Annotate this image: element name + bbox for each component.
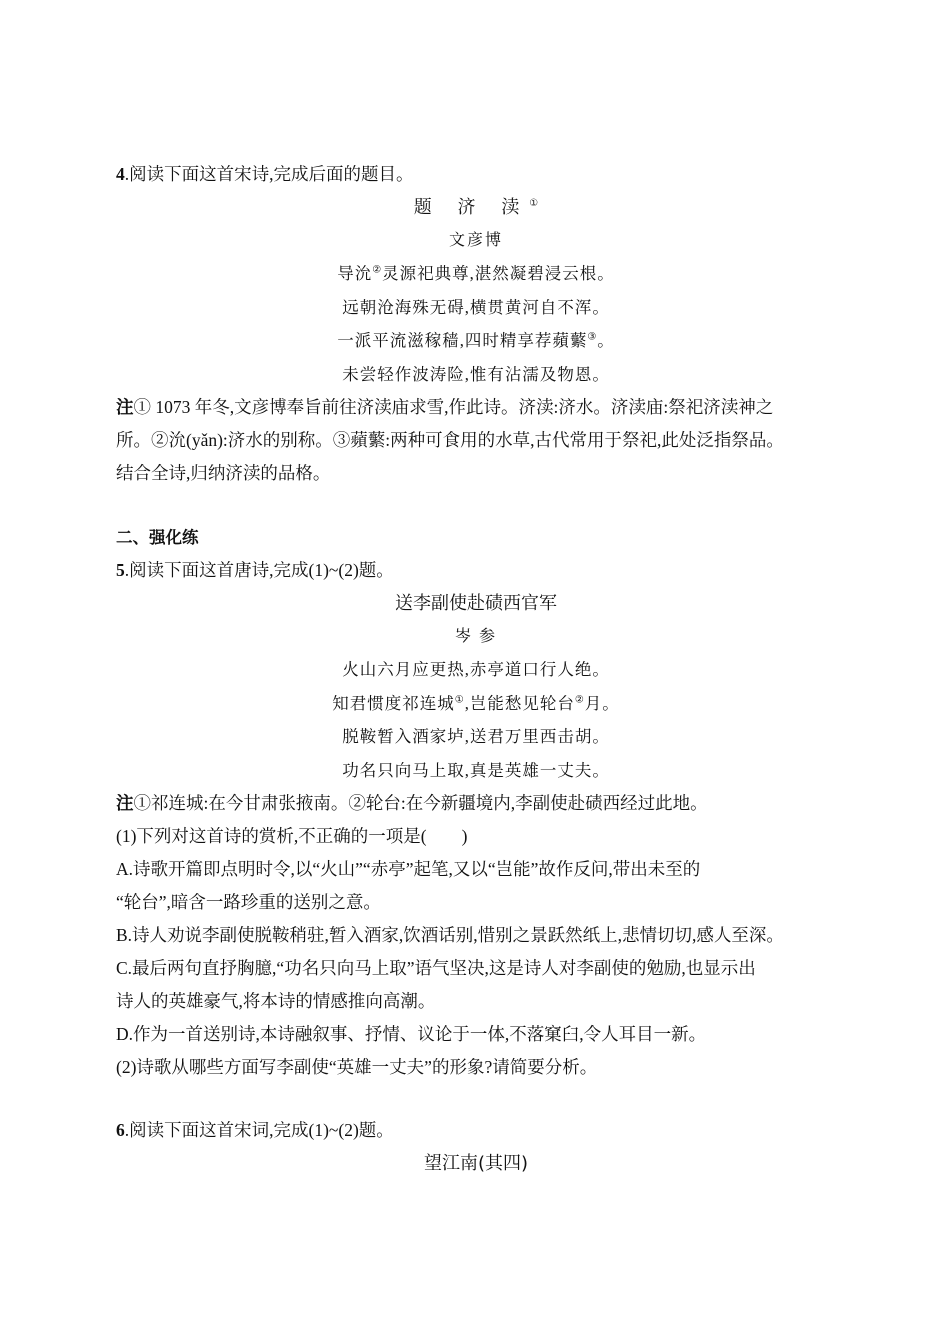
q6-number: 6 — [116, 1120, 125, 1140]
verse-text: ,岂能愁见轮台 — [464, 693, 575, 713]
q4-title-note-marker: ① — [529, 198, 539, 209]
q4-poem-line — [116, 291, 836, 325]
q5-sub-question-1: (1)下列对这首诗的赏析,不正确的一项是( ) — [116, 826, 468, 846]
q5-option-b: B.诗人劝说李副使脱鞍稍驻,暂入酒家,饮酒话别,惜别之景跃然纸上,悲情切切,感人至深。 — [116, 925, 784, 945]
q5-poem-line — [116, 653, 836, 687]
note-marker: ② — [372, 264, 383, 276]
q4-poem-line — [116, 324, 836, 358]
q4-poem-author: 文彦博 — [448, 232, 503, 249]
q5-poem-author: 岑 参 — [454, 628, 497, 645]
note-marker: ② — [574, 694, 585, 705]
q5-prompt — [116, 554, 836, 587]
q5-poem-title: 送李副使赴碛西官军 — [395, 593, 557, 614]
verse-text: 远朝沧海殊无碍,横贯黄河自不浑。 — [342, 297, 610, 317]
q5-poem-line — [116, 754, 836, 788]
q5-option-d: D.作为一首送别诗,本诗融叙事、抒情、议论于一体,不落窠臼,令人耳目一新。 — [116, 1024, 707, 1044]
q4-poem-line — [116, 257, 836, 291]
q5-poem-line — [116, 687, 836, 721]
verse-text: 导沇 — [337, 264, 373, 283]
q6-prompt — [116, 1114, 836, 1147]
spacer — [116, 1084, 836, 1114]
q5-note-label: 注 — [116, 793, 134, 813]
note-marker: ① — [454, 694, 465, 705]
verse-text: 火山六月应更热,赤亭道口行人绝。 — [342, 660, 610, 679]
verse-text: 。 — [597, 331, 615, 350]
spacer — [116, 490, 836, 521]
q6-prompt-text: .阅读下面这首宋词,完成(1)~(2)题。 — [124, 1120, 394, 1140]
q5-option-c: C.最后两句直抒胸臆,“功名只向马上取”语气坚决,这是诗人对李副使的勉励,也显示出 — [116, 958, 756, 978]
q4-poem-line — [116, 358, 836, 392]
q5-option-a-cont: “轮台”,暗含一路珍重的送别之意。 — [116, 892, 381, 912]
document-page — [116, 158, 836, 1181]
q4-note-label: 注 — [116, 397, 134, 417]
q4-note-text: ① 1073 年冬,文彦博奉旨前往济渎庙求雪,作此诗。济渎:济水。济渎庙:祭祀济渎神之 — [133, 397, 774, 417]
q4-number: 4 — [116, 164, 125, 184]
q4-note-cont: 所。②沇(yǎn):济水的别称。③蘋蘩:两种可食用的水草,古代常用于祭祀,此处泛指祭品。 — [116, 430, 784, 450]
verse-text: 一派平流滋稼穑,四时精享荐蘋蘩 — [337, 331, 588, 350]
q4-poem-title — [116, 191, 836, 225]
q6-poem-title: 望江南(其四) — [423, 1153, 529, 1174]
q4-question: 结合全诗,归纳济渎的品格。 — [116, 463, 331, 483]
q5-note — [116, 787, 836, 820]
verse-text: 脱鞍暂入酒家垆,送君万里西击胡。 — [342, 727, 610, 746]
q4-prompt-text: .阅读下面这首宋诗,完成后面的题目。 — [124, 164, 414, 184]
q5-poem-line — [116, 720, 836, 754]
q4-title-text: 题 济 渎 — [413, 197, 530, 218]
q5-number: 5 — [116, 560, 125, 580]
verse-text: 功名只向马上取,真是英雄一丈夫。 — [342, 760, 610, 780]
q5-option-a: A.诗歌开篇即点明时令,以“火山”“赤亭”起笔,又以“岂能”故作反问,带出未至的 — [116, 859, 701, 879]
q5-sub-question-2: (2)诗歌从哪些方面写李副使“英雄一丈夫”的形象?请简要分析。 — [116, 1057, 598, 1077]
verse-text: 未尝轻作波涛险,惟有沾濡及物恩。 — [342, 364, 610, 384]
q4-note — [116, 391, 836, 424]
q4-prompt — [116, 158, 836, 191]
verse-text: 灵源祀典尊,湛然凝碧浸云根。 — [382, 264, 615, 283]
q5-note-text: ①祁连城:在今甘肃张掖南。②轮台:在今新疆境内,李副使赴碛西经过此地。 — [133, 793, 708, 813]
verse-text: 知君惯度祁连城 — [332, 693, 455, 713]
q5-prompt-text: .阅读下面这首唐诗,完成(1)~(2)题。 — [124, 560, 394, 580]
section-heading: 二、强化练 — [116, 528, 199, 547]
verse-text: 月。 — [584, 693, 620, 713]
q5-option-c-cont: 诗人的英雄豪气,将本诗的情感推向高潮。 — [116, 991, 436, 1011]
note-marker: ③ — [587, 331, 598, 343]
